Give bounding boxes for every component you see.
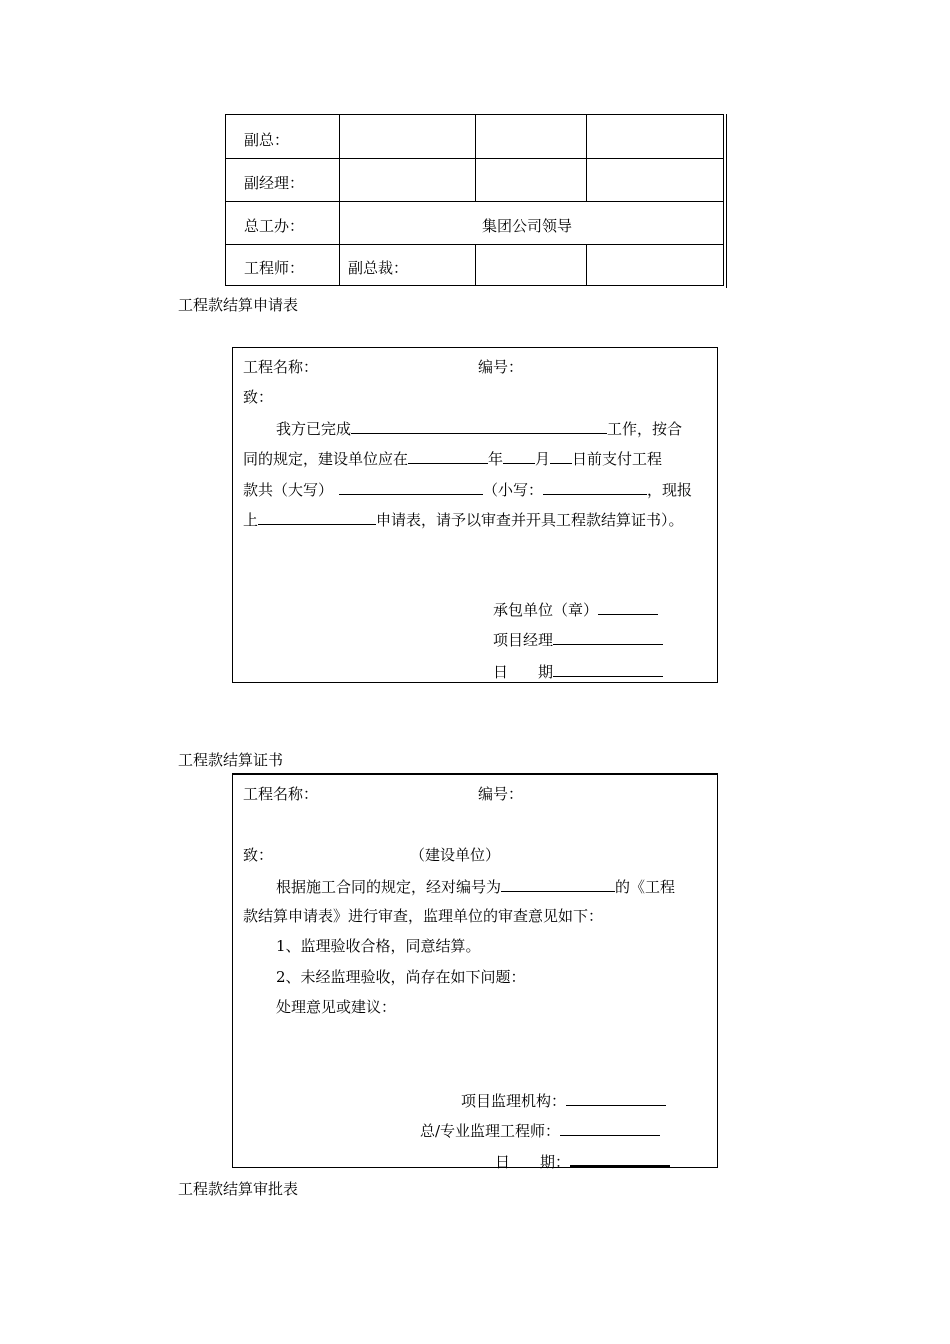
caption-approval: 工程款结算审批表 [178,1180,299,1198]
text-segment: 的《工程 [615,878,676,896]
text-segment: 日前支付工程 [572,450,663,468]
caption-application: 工程款结算申请表 [178,296,299,314]
paragraph-line [243,447,662,469]
date-label: 日 期 [493,663,554,681]
report-blank[interactable] [258,508,376,525]
date-line [493,660,663,682]
text-segment: 月 [535,450,551,468]
application-number-blank[interactable] [501,875,615,892]
amount-lowercase-blank[interactable] [543,478,647,495]
table-row-divider [226,201,723,202]
table-col-divider [586,244,587,285]
project-manager-blank[interactable] [553,628,663,645]
application-form [232,347,718,683]
review-item-2: 2、未经监理验收，尚存在如下问题： [276,968,526,986]
review-item-1: 1、监理验收合格，同意结算。 [276,937,481,955]
project-manager-label: 项目经理 [493,631,554,649]
text-segment: 年 [488,450,504,468]
date-blank[interactable] [553,660,663,677]
text-segment: 申请表，请予以审查并开具工程款结算证书）。 [376,511,684,529]
year-blank[interactable] [408,447,488,464]
supervision-org-line [461,1089,666,1111]
project-name-label: 工程名称： [243,785,319,803]
table-right-double-rule [726,114,727,288]
number-label: 编号： [478,785,524,803]
approval-table [225,114,724,286]
owner-label: （建设单位） [410,846,501,864]
table-col-divider [475,244,476,285]
vice-general-label: 副总： [244,131,290,149]
to-label: 致： [243,388,274,406]
supervision-org-label: 项目监理机构： [461,1092,567,1110]
text-segment: 上 [243,511,259,529]
deputy-manager-label: 副经理： [244,174,305,192]
supervision-engineer-blank[interactable] [560,1119,660,1136]
project-name-label: 工程名称： [243,358,319,376]
paragraph-line [243,508,684,530]
supervision-engineer-label: 总/专业监理工程师： [420,1122,561,1140]
date-line [495,1149,670,1172]
supervision-engineer-line [420,1119,660,1141]
certificate-form [232,773,718,1171]
contractor-line [493,598,658,620]
amount-uppercase-blank[interactable] [339,478,483,495]
project-manager-line [493,628,663,650]
group-leaders-label: 集团公司领导 [482,217,573,235]
date-blank[interactable] [570,1149,670,1167]
contractor-blank[interactable] [598,598,658,615]
engineer-label: 工程师： [244,259,305,277]
paragraph-line [276,417,682,439]
vice-president-label: 副总裁： [348,259,409,277]
paragraph-line: 款结算申请表》进行审查，监理单位的审查意见如下： [243,907,604,925]
supervision-org-blank[interactable] [566,1089,666,1106]
table-col-divider [475,115,476,201]
text-segment: 工作，按合 [607,420,683,438]
paragraph-line [243,478,692,500]
text-segment: ，现报 [647,481,693,499]
to-label: 致： [243,846,274,864]
contractor-label: 承包单位（章） [493,601,599,619]
work-blank[interactable] [351,417,607,434]
chief-engineer-office-label: 总工办： [244,217,305,235]
text-segment: 我方已完成 [276,420,352,438]
date-label: 日 期： [495,1153,571,1171]
caption-certificate: 工程款结算证书 [178,751,284,769]
opinion-label: 处理意见或建议： [276,998,397,1016]
day-blank[interactable] [550,447,572,464]
text-segment: 款共（大写） [243,481,334,499]
table-col-divider [586,115,587,201]
month-blank[interactable] [503,447,535,464]
text-segment: 根据施工合同的规定，经对编号为 [276,878,502,896]
paragraph-line [276,875,675,897]
text-segment: 同的规定，建设单位应在 [243,450,409,468]
number-label: 编号： [478,358,524,376]
text-segment: （小写： [483,481,544,499]
table-col-divider [339,115,340,285]
